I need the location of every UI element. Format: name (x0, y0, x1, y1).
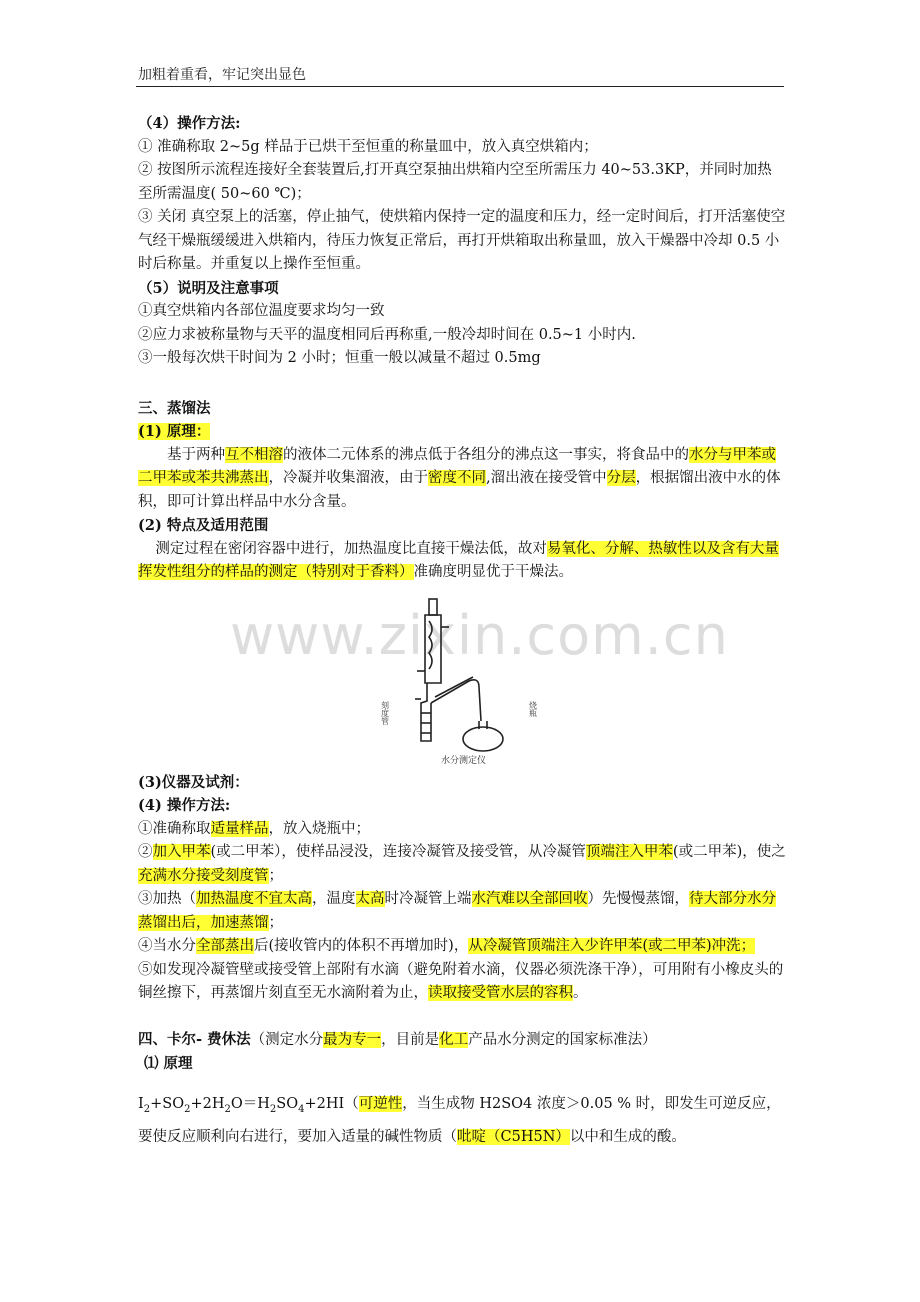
step: ②加入甲苯(或二甲苯），使样品浸没，连接冷凝管及接受管，从冷凝管顶端注入甲苯(或二甲苯)，使之充满水分接受刻度管； (138, 844, 786, 884)
highlight: 充满水分接受刻度管 (138, 867, 269, 884)
step: ① 准确称取 2~5g 样品于已烘干至恒重的称量皿中，放入真空烘箱内； (138, 138, 598, 155)
paragraph: 测定过程在密闭容器中进行，加热温度比直接干燥法低，故对易氧化、分解、热敏性以及含有大量挥发性组分的样品的测定（特别对于香料）准确度明显优于干燥法。 (138, 540, 779, 580)
step: ③ 关闭 真空泵上的活塞，停止抽气，使烘箱内保持一定的温度和压力，经一定时间后，打开活塞使空气经干燥瓶缓缓进入烘箱内，待压力恢复正常后，再打开烘箱取出称量皿，放入干燥器中冷却 0.5 小时后称量。并重复以上操作至恒重。 (138, 209, 786, 272)
page-header: 加粗着重看，牢记突出显色 (138, 67, 306, 83)
section-title: 四、卡尔- 费休法（测定水分最为专一，目前是化工产品水分测定的国家标准法） (138, 1030, 657, 1048)
highlight: 吡啶（C5H5N） (457, 1129, 570, 1146)
subsection-title (138, 420, 786, 444)
header-divider (136, 86, 784, 87)
highlight: 顶端注入甲苯 (585, 844, 673, 860)
section-title: （4）操作方法: (138, 115, 241, 132)
highlight: 化工 (439, 1031, 469, 1048)
step: ⑤如发现冷凝管壁或接受管上部附有水滴（避免附着水滴，仪器必须洗涤干净），可用附有小橡皮头的铜丝擦下，再蒸馏片刻直至无水滴附着为止，读取接受管水层的容积。 (138, 961, 784, 1001)
step: ② 按图所示流程连接好全套装置后,打开真空泵抽出烘箱内空至所需压力 40~53.3KP，并同时加热至所需温度( 50~60 ℃)； (138, 162, 772, 202)
note: ①真空烘箱内各部位温度要求均匀一致 (138, 303, 385, 319)
step: ①准确称取适量样品，放入烧瓶中； (138, 820, 370, 837)
paragraph: 基于两种互不相溶的液体二元体系的沸点低于各组分的沸点这一事实，将食品中的水分与甲苯或二甲苯或苯共沸蒸出，冷凝并收集溜液，由于密度不同,溜出液在接受管中分层，根据馏出液中水的体积，即可计算出样品中水分含量。 (138, 446, 781, 510)
highlight: 太高 (355, 891, 385, 907)
subsection-title: (4) 操作方法: (138, 797, 231, 814)
highlight: 互不相溶 (225, 446, 283, 463)
apparatus-figure (138, 585, 786, 771)
highlight: 分层 (606, 470, 636, 486)
highlight: 可逆性 (358, 1095, 403, 1112)
highlight: 适量样品 (210, 820, 269, 837)
subsection-title: ⑴ 原理 (144, 1055, 193, 1072)
highlight: (1) 原理： (138, 423, 211, 440)
highlight: 水分与甲苯或二甲苯或苯共沸蒸出 (138, 446, 776, 486)
highlight: 待大部分水分蒸馏出后，加速蒸馏 (138, 891, 776, 931)
highlight: 全部蒸出 (196, 938, 254, 954)
highlight: 易氧化、分解、热敏性以及含有大量挥发性组分的样品的测定（特别对于香料） (138, 540, 779, 580)
document-body (138, 112, 786, 1151)
watermark: www.zixin.com.cn (230, 604, 729, 667)
note: ③一般每次烘干时间为 2 小时；恒重一般以减量不超过 0.5mg (138, 350, 541, 366)
subsection-title: (2) 特点及适用范围 (138, 517, 269, 534)
highlight: 加入甲苯 (152, 844, 211, 860)
equation-paragraph: $I_2+SO_2+2H_2O=H_2SO_4+2HI$（可逆性，当生成物 H2SO4 浓度＞0.05 % 时，即发生可逆反应，要使反应顺利向右进行，要加入适量的碱性物质（吡啶（C5H5N）以中和生成的酸。 (138, 1095, 781, 1146)
highlight: 从冷凝管顶端注入少许甲苯(或二甲苯)冲洗； (468, 938, 756, 954)
label-graduated-tube: 刻度管 (380, 700, 390, 725)
label-flask: 烧瓶 (528, 700, 538, 717)
section-title: 三、蒸馏法 (138, 399, 211, 417)
water-apparatus-diagram (363, 591, 563, 767)
step: ③加热（加热温度不宜太高，温度太高时冷凝管上端水汽难以全部回收）先慢慢蒸馏，待大部分水分蒸馏出后，加速蒸馏； (138, 891, 776, 931)
section-title: （5）说明及注意事项 (138, 279, 279, 297)
highlight: 密度不同 (428, 470, 486, 486)
note: ②应力求被称量物与天平的温度相同后再称重,一般冷却时间在 0.5~1 小时内. (138, 326, 636, 343)
highlight: 读取接受管水层的容积 (428, 985, 573, 1001)
highlight: 加热温度不宜太高 (196, 891, 312, 907)
step: ④当水分全部蒸出后(接收管内的体积不再增加时)，从冷凝管顶端注入少许甲苯(或二甲苯)冲洗； (138, 938, 756, 954)
subsection-title: (3)仪器及试剂： (138, 773, 249, 791)
figure-caption: 水分测定仪 (441, 755, 487, 766)
highlight: 水汽难以全部回收 (471, 891, 588, 907)
highlight: 最为专一 (323, 1031, 382, 1048)
